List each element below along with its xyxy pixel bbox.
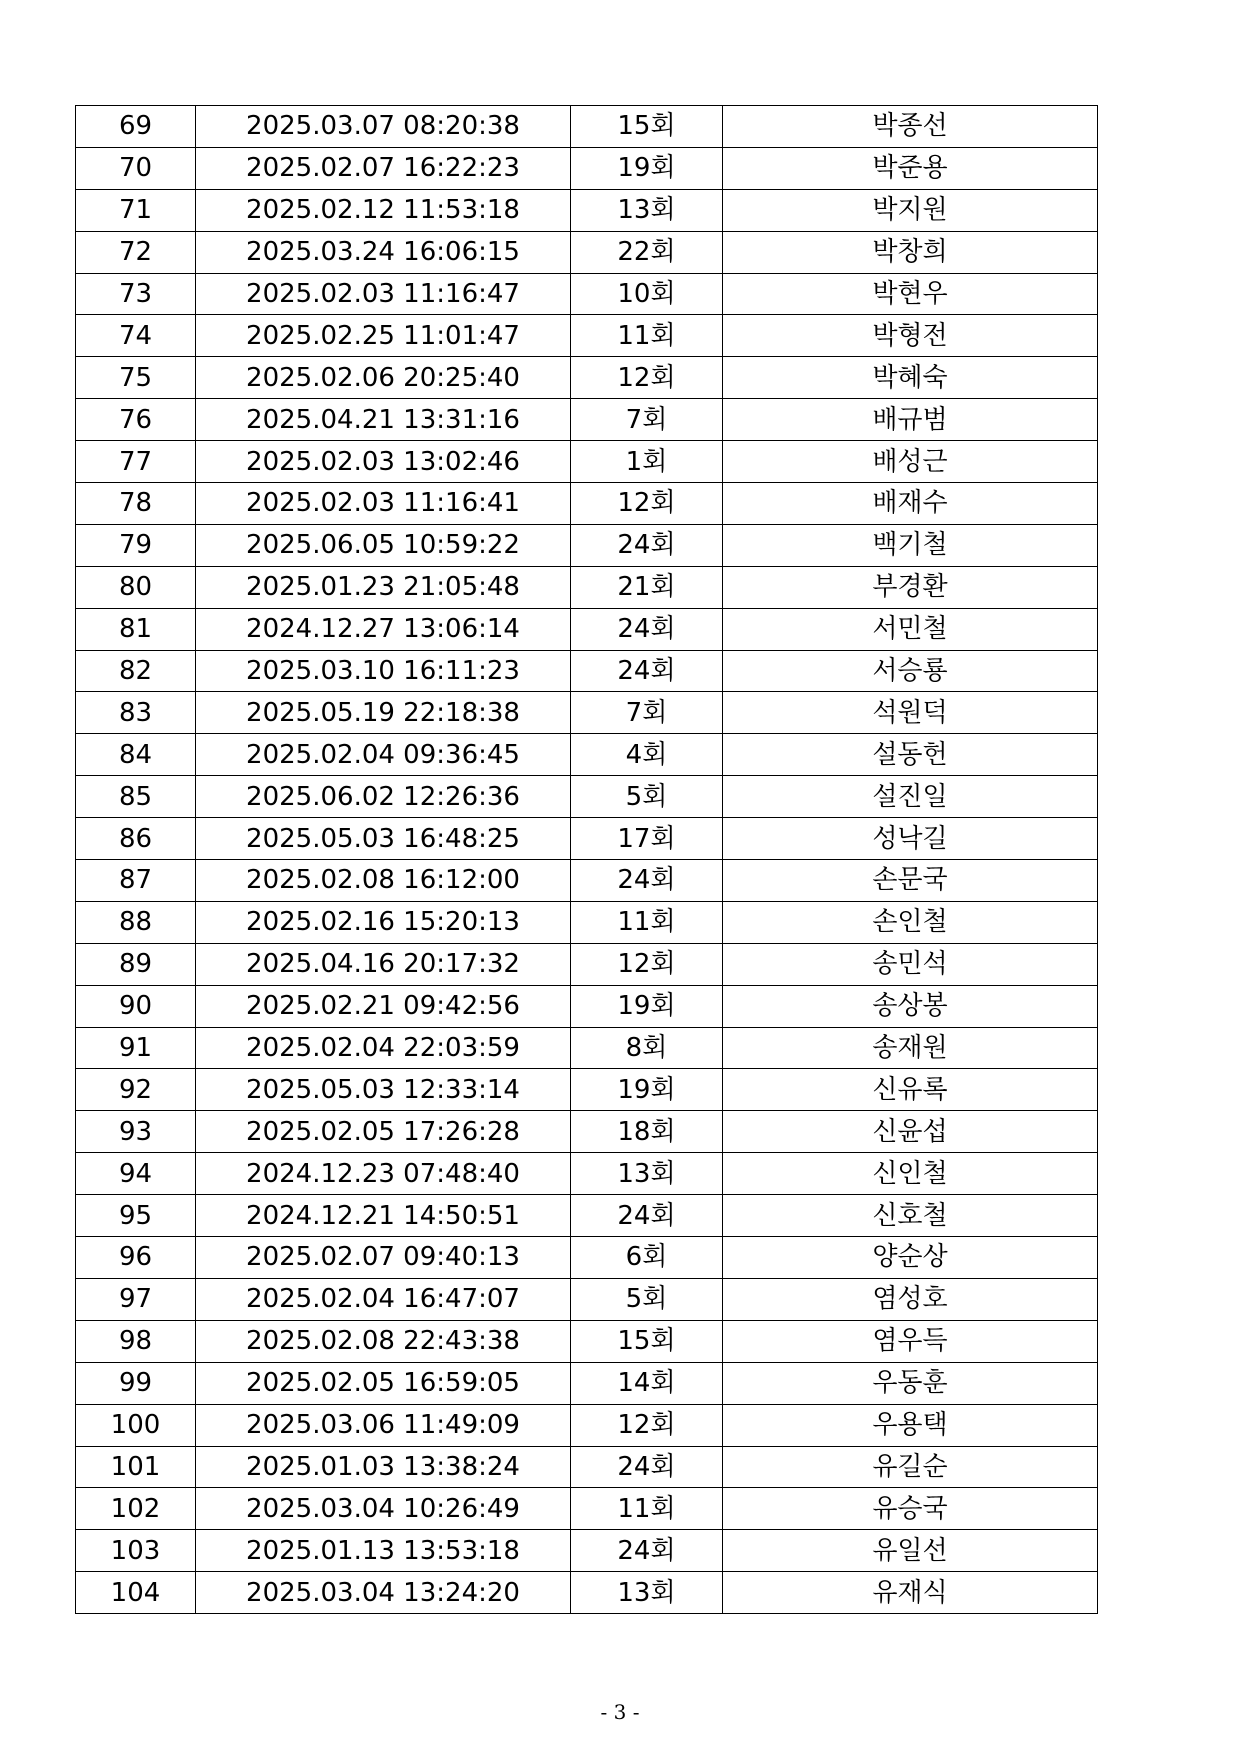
datetime-cell: 2025.02.05 16:59:05: [196, 1362, 571, 1404]
count-cell: 13회: [571, 189, 723, 231]
row-number-cell: 100: [76, 1404, 196, 1446]
datetime-cell: 2025.03.24 16:06:15: [196, 231, 571, 273]
table-row: [76, 650, 1098, 692]
name-cell: 성낙길: [723, 818, 1098, 860]
datetime-cell: 2025.01.13 13:53:18: [196, 1530, 571, 1572]
table-row: [76, 692, 1098, 734]
table-row: [76, 734, 1098, 776]
table-row: [76, 524, 1098, 566]
table-row: [76, 147, 1098, 189]
row-number-cell: 75: [76, 357, 196, 399]
row-number-cell: 84: [76, 734, 196, 776]
row-number-cell: 98: [76, 1320, 196, 1362]
count-cell: 8회: [571, 1027, 723, 1069]
count-cell: 11회: [571, 901, 723, 943]
row-number-cell: 76: [76, 399, 196, 441]
table-row: [76, 1278, 1098, 1320]
datetime-cell: 2025.02.07 16:22:23: [196, 147, 571, 189]
table-row: [76, 943, 1098, 985]
datetime-cell: 2024.12.27 13:06:14: [196, 608, 571, 650]
count-cell: 12회: [571, 1404, 723, 1446]
row-number-cell: 93: [76, 1111, 196, 1153]
name-cell: 박종선: [723, 106, 1098, 148]
datetime-cell: 2024.12.23 07:48:40: [196, 1153, 571, 1195]
row-number-cell: 72: [76, 231, 196, 273]
records-table-body: [76, 106, 1098, 1614]
row-number-cell: 83: [76, 692, 196, 734]
row-number-cell: 87: [76, 860, 196, 902]
table-row: [76, 441, 1098, 483]
datetime-cell: 2025.02.04 16:47:07: [196, 1278, 571, 1320]
row-number-cell: 78: [76, 483, 196, 525]
name-cell: 백기철: [723, 524, 1098, 566]
name-cell: 설동헌: [723, 734, 1098, 776]
count-cell: 19회: [571, 1069, 723, 1111]
table-row: [76, 315, 1098, 357]
name-cell: 유재식: [723, 1572, 1098, 1614]
count-cell: 24회: [571, 524, 723, 566]
count-cell: 24회: [571, 1446, 723, 1488]
table-row: [76, 1153, 1098, 1195]
count-cell: 18회: [571, 1111, 723, 1153]
row-number-cell: 82: [76, 650, 196, 692]
table-row: [76, 818, 1098, 860]
records-table: [75, 105, 1098, 1614]
table-row: [76, 1530, 1098, 1572]
row-number-cell: 99: [76, 1362, 196, 1404]
name-cell: 박혜숙: [723, 357, 1098, 399]
name-cell: 손인철: [723, 901, 1098, 943]
row-number-cell: 97: [76, 1278, 196, 1320]
name-cell: 부경환: [723, 566, 1098, 608]
name-cell: 서승룡: [723, 650, 1098, 692]
name-cell: 염우득: [723, 1320, 1098, 1362]
table-row: [76, 483, 1098, 525]
datetime-cell: 2025.02.16 15:20:13: [196, 901, 571, 943]
name-cell: 송재원: [723, 1027, 1098, 1069]
row-number-cell: 89: [76, 943, 196, 985]
count-cell: 21회: [571, 566, 723, 608]
datetime-cell: 2025.04.16 20:17:32: [196, 943, 571, 985]
name-cell: 송민석: [723, 943, 1098, 985]
datetime-cell: 2025.04.21 13:31:16: [196, 399, 571, 441]
datetime-cell: 2025.02.12 11:53:18: [196, 189, 571, 231]
datetime-cell: 2025.02.25 11:01:47: [196, 315, 571, 357]
count-cell: 4회: [571, 734, 723, 776]
name-cell: 송상봉: [723, 985, 1098, 1027]
row-number-cell: 86: [76, 818, 196, 860]
datetime-cell: 2025.05.03 16:48:25: [196, 818, 571, 860]
count-cell: 24회: [571, 1195, 723, 1237]
name-cell: 유일선: [723, 1530, 1098, 1572]
datetime-cell: 2025.02.03 11:16:41: [196, 483, 571, 525]
row-number-cell: 90: [76, 985, 196, 1027]
count-cell: 24회: [571, 860, 723, 902]
table-row: [76, 985, 1098, 1027]
count-cell: 7회: [571, 399, 723, 441]
datetime-cell: 2025.06.05 10:59:22: [196, 524, 571, 566]
table-row: [76, 566, 1098, 608]
row-number-cell: 81: [76, 608, 196, 650]
row-number-cell: 73: [76, 273, 196, 315]
name-cell: 배규범: [723, 399, 1098, 441]
table-row: [76, 1195, 1098, 1237]
row-number-cell: 74: [76, 315, 196, 357]
row-number-cell: 77: [76, 441, 196, 483]
name-cell: 박준용: [723, 147, 1098, 189]
name-cell: 박지원: [723, 189, 1098, 231]
table-row: [76, 273, 1098, 315]
datetime-cell: 2025.01.03 13:38:24: [196, 1446, 571, 1488]
table-row: [76, 357, 1098, 399]
table-row: [76, 901, 1098, 943]
name-cell: 신호철: [723, 1195, 1098, 1237]
datetime-cell: 2025.05.03 12:33:14: [196, 1069, 571, 1111]
name-cell: 신윤섭: [723, 1111, 1098, 1153]
row-number-cell: 104: [76, 1572, 196, 1614]
count-cell: 13회: [571, 1572, 723, 1614]
count-cell: 15회: [571, 1320, 723, 1362]
table-row: [76, 1237, 1098, 1279]
datetime-cell: 2025.02.04 22:03:59: [196, 1027, 571, 1069]
datetime-cell: 2025.02.21 09:42:56: [196, 985, 571, 1027]
datetime-cell: 2025.02.05 17:26:28: [196, 1111, 571, 1153]
table-row: [76, 399, 1098, 441]
count-cell: 11회: [571, 1488, 723, 1530]
datetime-cell: 2025.03.04 13:24:20: [196, 1572, 571, 1614]
row-number-cell: 101: [76, 1446, 196, 1488]
name-cell: 박형전: [723, 315, 1098, 357]
row-number-cell: 103: [76, 1530, 196, 1572]
datetime-cell: 2025.03.06 11:49:09: [196, 1404, 571, 1446]
count-cell: 11회: [571, 315, 723, 357]
name-cell: 박현우: [723, 273, 1098, 315]
row-number-cell: 79: [76, 524, 196, 566]
row-number-cell: 95: [76, 1195, 196, 1237]
table-row: [76, 1446, 1098, 1488]
name-cell: 석원덕: [723, 692, 1098, 734]
page-number: - 3 -: [600, 1700, 640, 1724]
count-cell: 24회: [571, 608, 723, 650]
datetime-cell: 2025.02.08 16:12:00: [196, 860, 571, 902]
table-row: [76, 1404, 1098, 1446]
name-cell: 배성근: [723, 441, 1098, 483]
count-cell: 1회: [571, 441, 723, 483]
count-cell: 24회: [571, 650, 723, 692]
count-cell: 22회: [571, 231, 723, 273]
name-cell: 우용택: [723, 1404, 1098, 1446]
name-cell: 유길순: [723, 1446, 1098, 1488]
datetime-cell: 2025.02.03 13:02:46: [196, 441, 571, 483]
datetime-cell: 2025.03.10 16:11:23: [196, 650, 571, 692]
table-row: [76, 776, 1098, 818]
count-cell: 14회: [571, 1362, 723, 1404]
count-cell: 7회: [571, 692, 723, 734]
count-cell: 6회: [571, 1237, 723, 1279]
table-row: [76, 189, 1098, 231]
name-cell: 유승국: [723, 1488, 1098, 1530]
count-cell: 19회: [571, 985, 723, 1027]
row-number-cell: 71: [76, 189, 196, 231]
count-cell: 5회: [571, 1278, 723, 1320]
row-number-cell: 69: [76, 106, 196, 148]
table-row: [76, 1572, 1098, 1614]
count-cell: 17회: [571, 818, 723, 860]
row-number-cell: 85: [76, 776, 196, 818]
table-row: [76, 106, 1098, 148]
datetime-cell: 2025.02.04 09:36:45: [196, 734, 571, 776]
name-cell: 우동훈: [723, 1362, 1098, 1404]
datetime-cell: 2025.02.03 11:16:47: [196, 273, 571, 315]
count-cell: 12회: [571, 357, 723, 399]
count-cell: 19회: [571, 147, 723, 189]
datetime-cell: 2024.12.21 14:50:51: [196, 1195, 571, 1237]
table-row: [76, 608, 1098, 650]
count-cell: 12회: [571, 943, 723, 985]
row-number-cell: 91: [76, 1027, 196, 1069]
datetime-cell: 2025.02.07 09:40:13: [196, 1237, 571, 1279]
name-cell: 신인철: [723, 1153, 1098, 1195]
table-row: [76, 1320, 1098, 1362]
table-row: [76, 231, 1098, 273]
row-number-cell: 92: [76, 1069, 196, 1111]
datetime-cell: 2025.06.02 12:26:36: [196, 776, 571, 818]
name-cell: 신유록: [723, 1069, 1098, 1111]
count-cell: 12회: [571, 483, 723, 525]
table-row: [76, 860, 1098, 902]
count-cell: 15회: [571, 106, 723, 148]
datetime-cell: 2025.03.04 10:26:49: [196, 1488, 571, 1530]
row-number-cell: 102: [76, 1488, 196, 1530]
row-number-cell: 96: [76, 1237, 196, 1279]
name-cell: 손문국: [723, 860, 1098, 902]
table-row: [76, 1069, 1098, 1111]
name-cell: 양순상: [723, 1237, 1098, 1279]
table-row: [76, 1027, 1098, 1069]
datetime-cell: 2025.01.23 21:05:48: [196, 566, 571, 608]
row-number-cell: 94: [76, 1153, 196, 1195]
name-cell: 배재수: [723, 483, 1098, 525]
datetime-cell: 2025.03.07 08:20:38: [196, 106, 571, 148]
datetime-cell: 2025.02.06 20:25:40: [196, 357, 571, 399]
name-cell: 염성호: [723, 1278, 1098, 1320]
name-cell: 박창희: [723, 231, 1098, 273]
datetime-cell: 2025.02.08 22:43:38: [196, 1320, 571, 1362]
datetime-cell: 2025.05.19 22:18:38: [196, 692, 571, 734]
count-cell: 5회: [571, 776, 723, 818]
count-cell: 13회: [571, 1153, 723, 1195]
row-number-cell: 80: [76, 566, 196, 608]
row-number-cell: 88: [76, 901, 196, 943]
table-row: [76, 1362, 1098, 1404]
count-cell: 10회: [571, 273, 723, 315]
name-cell: 서민철: [723, 608, 1098, 650]
table-row: [76, 1488, 1098, 1530]
count-cell: 24회: [571, 1530, 723, 1572]
table-row: [76, 1111, 1098, 1153]
row-number-cell: 70: [76, 147, 196, 189]
name-cell: 설진일: [723, 776, 1098, 818]
